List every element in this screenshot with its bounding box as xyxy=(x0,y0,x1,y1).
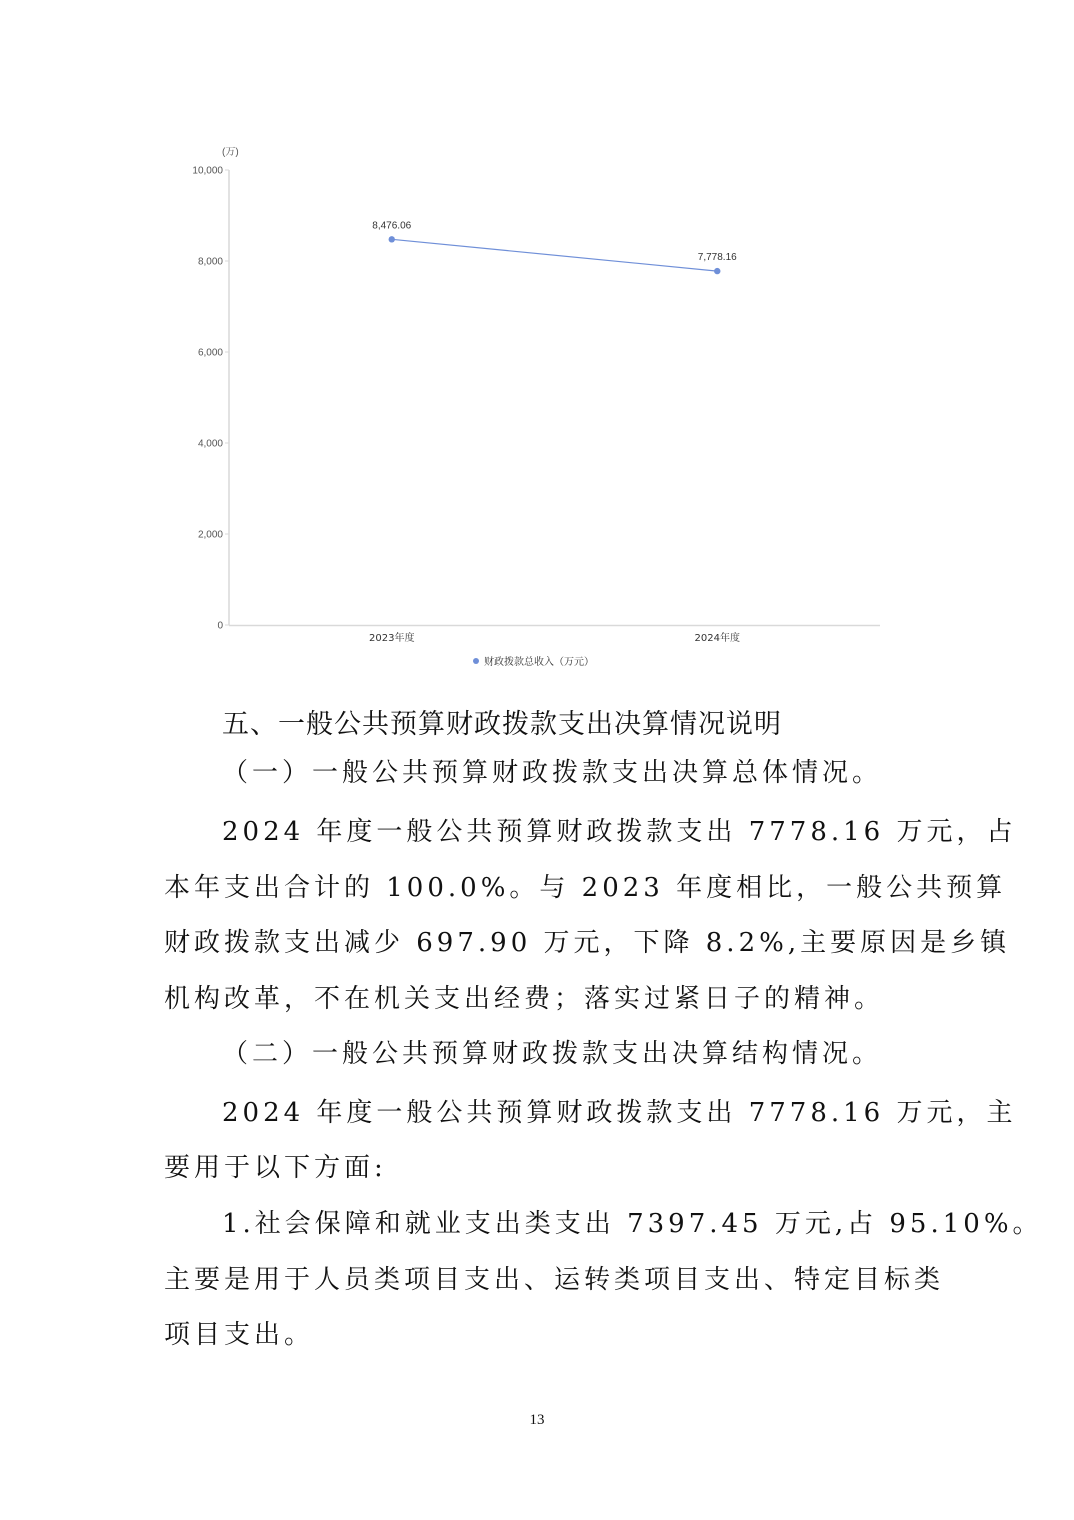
subsection-heading-2: （二）一般公共预算财政拨款支出决算结构情况。 xyxy=(222,1039,883,1069)
paragraph-3-line-1: 1.社会保障和就业支出类支出 7397.45 万元,占 95.10%。 xyxy=(222,1209,1043,1239)
data-point xyxy=(389,236,395,242)
data-point xyxy=(714,268,720,274)
paragraph-3-line-3: 项目支出。 xyxy=(164,1320,315,1350)
subsection-heading-1: （一）一般公共预算财政拨款支出决算总体情况。 xyxy=(222,758,883,788)
page-number: 13 xyxy=(529,1412,545,1428)
paragraph-2-line-1: 2024 年度一般公共预算财政拨款支出 7778.16 万元，主 xyxy=(222,1098,1017,1128)
series-line xyxy=(392,239,718,271)
y-tick-label: 0 xyxy=(217,620,223,632)
paragraph-3-line-2: 主要是用于人员类项目支出、运转类项目支出、特定目标类 xyxy=(164,1265,945,1295)
x-tick-label: 2023年度 xyxy=(369,633,415,644)
y-tick-label: 4,000 xyxy=(197,438,223,450)
legend xyxy=(473,655,594,668)
y-tick-label: 2,000 xyxy=(197,529,223,541)
paragraph-1-line-2: 本年支出合计的 100.0%。与 2023 年度相比，一般公共预算 xyxy=(164,873,1007,903)
legend-marker xyxy=(473,658,479,664)
y-tick-label: 6,000 xyxy=(197,347,223,359)
y-tick-label: 8,000 xyxy=(197,256,223,268)
legend-label: 财政拨款总收入（万元） xyxy=(484,657,594,668)
paragraph-1-line-3: 财政拨款支出减少 697.90 万元，下降 8.2%,主要原因是乡镇 xyxy=(164,928,1011,958)
x-tick-label: 2024年度 xyxy=(694,633,740,644)
line-chart xyxy=(0,0,1074,680)
y-tick-label: 10,000 xyxy=(192,165,223,177)
data-label: 8,476.06 xyxy=(372,220,412,232)
section-heading: 五、一般公共预算财政拨款支出决算情况说明 xyxy=(222,709,782,740)
paragraph-1-line-4: 机构改革，不在机关支出经费；落实过紧日子的精神。 xyxy=(164,984,885,1014)
paragraph-2-line-2: 要用于以下方面: xyxy=(164,1153,387,1183)
y-axis-unit-label: (万) xyxy=(222,147,239,158)
paragraph-1-line-1: 2024 年度一般公共预算财政拨款支出 7778.16 万元，占 xyxy=(222,817,1017,847)
data-label: 7,778.16 xyxy=(697,252,737,264)
